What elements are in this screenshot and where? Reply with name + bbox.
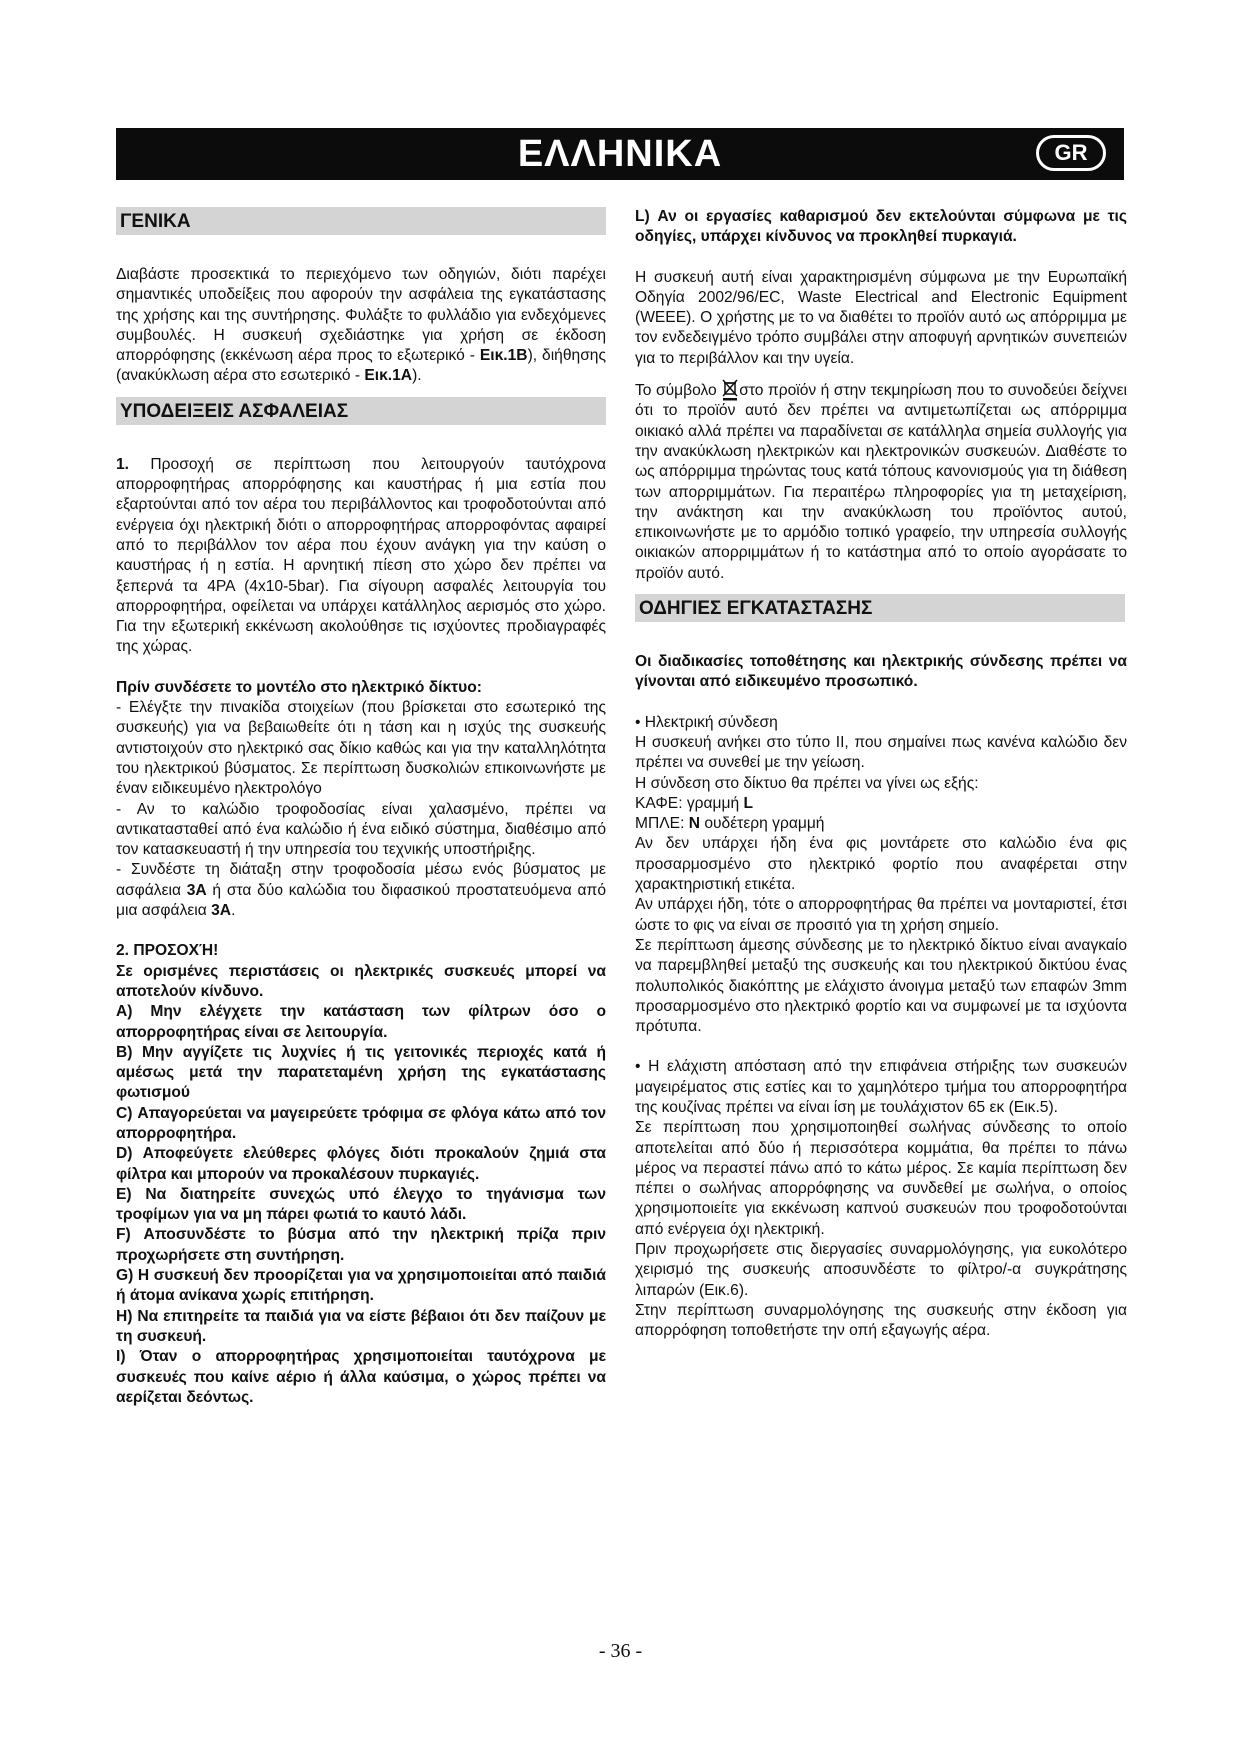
attention-line: I) Όταν ο απορροφητήρας χρησιμοποιείται ταυτόχρονα με συσκευές που καίνε αέριο ή άλλα καύσιμα, ο χώρος πρέπει να αερίζεται δεόντως. <box>116 1348 606 1406</box>
attention-line: G) Η συσκευή δεν προορίζεται για να χρησιμοποιείται από παιδιά ή άτομα ανίκανα χωρίς επιτήρηση. <box>116 1267 606 1305</box>
distance-paragraph-1: • Η ελάχιστη απόσταση από την επιφάνεια στήριξης των συσκευών μαγειρέματος στις εστίες και το χαμηλότερο τμήμα του απορροφητήρα της κουζίνας πρέπει να είναι ίση με τουλάχιστον 65 εκ (Εικ.5). <box>635 1058 1127 1116</box>
electrical-paragraph-4: Αν υπάρχει ήδη, τότε ο απορροφητήρας θα πρέπει να μονταριστεί, έτσι ώστε το φις να είναι σε προσιτό για τη χρήση σημείο. <box>635 896 1127 934</box>
electrical-paragraph-5: Σε περίπτωση άμεσης σύνδεσης με το ηλεκτρικό δίκτυο είναι αναγκαίο να παρεμβληθεί μεταξύ της συσκευής και του ηλεκτρικού δικτύου ένας πολυπολικός διακόπτης με ελάχιστο άνοιγμα μεταξύ των επαφών 3mm προσαρμοσμένο στο ηλεκτρικό φορτίο και να συμφωνεί με τα ισχύοντα πρότυπα. <box>635 936 1127 1036</box>
item-3-text-e: . <box>231 902 236 920</box>
weee-text-a: Το σύμβολο <box>635 382 722 400</box>
distance-paragraph-2: Σε περίπτωση που χρησιμοποιηθεί σωλήνας σύνδεσης το οποίο αποτελείται από δύο ή περισσότερα κομμάτια, θα πρέπει το πάνω μέρος να περαστεί πάνω από το κάτω μέρος. Σε καμία περίπτωση δεν πέπει ο σωλήνας απορρόφησης να συνδεθεί με σωλήνα, ο οποίος χρησιμοποιείτε για εκκένωση καπνού συσκευών που τροφοδοτούνται από ενέργεια όχι ηλεκτρική. <box>635 1119 1127 1238</box>
electrical-paragraph-3: Αν δεν υπάρχει ήδη ένα φις μοντάρετε στο καλώδιο ένα φις προσαρμοσμένο στο ηλεκτρικό φορτίο που αναφέρεται στην χαρακτηριστική ετικέτα. <box>635 835 1127 894</box>
distance-paragraph-3: Πριν προχωρήσετε στις διεργασίες συναρμολόγησης, για ευκολότερο χειρισμό της συσκευής αποσυνδέστε το φίλτρο/-α συγκράτησης λιπαρών (Εικ.6). <box>635 1241 1127 1299</box>
installation-note: Οι διαδικασίες τοποθέτησης και ηλεκτρικής σύνδεσης πρέπει να γίνονται από ειδικευμένο προσωπικό. <box>635 653 1127 691</box>
fuse-rating-1: 3A <box>186 881 207 899</box>
fuse-rating-2: 3A <box>211 902 232 920</box>
weee-paragraph-2 <box>635 379 1127 584</box>
attention-line: Α) Μην ελέγχετε την κατάσταση των φίλτρων όσο ο απορροφητήρας είναι σε λειτουργία. <box>116 1003 606 1041</box>
wire-blue <box>635 814 1127 834</box>
wire-brown-label: ΚΑΦΕ: γραμμή <box>635 794 744 812</box>
intro-text-1: Διαβάστε προσεκτικά το περιεχόμενο των οδηγιών, διότι παρέχει σημαντικές υποδείξεις που αφορούν την ασφάλεια της εγκατάστασης της χρήσης και της συντήρησης. Φυλάξτε το φυλλάδιο για ενδεχόμενες συμβουλές. Η συσκευή σχεδιάστηκε για χρήση σε έκδοση απορρόφησης (εκκένωση αέρα προς το εξωτερικό - <box>116 266 606 365</box>
fig-1b-ref: Εικ.1Β <box>479 347 528 365</box>
attention-line: C) Απαγορεύεται να μαγειρεύετε τρόφιμα σε φλόγα κάτω από τον απορροφητήρα. <box>116 1104 606 1142</box>
fig-1a-ref: Εικ.1Α <box>364 367 413 385</box>
heading-general: ΓΕΝΙΚΑ <box>116 207 606 235</box>
weee-text-b: στο προϊόν ή στην τεκμηρίωση που το συνοδεύει δείχνει ότι το προϊόν αυτό δεν πρέπει να αντιμετωπίζεται ως απόρριμμα οικιακό αλλά πρέπει να παραδίνεται σε κατάλληλα σημεία συλλογής για την ανακύκλωση ηλεκτρικών και ηλεκτρονικών συσκευών. Διαθέστε το ως απόρριμμα τηρώντας τους κατά τόπους κανονισμούς για τη διάθεση των απορριμμάτων. Για περαιτέρω πληροφορίες για τη μεταχείριση, την ανάκτηση και την ανακύκλωση του προϊόντος αυτού, επικοινωνήστε με το αρμόδιο τοπικό γραφείο, την υπηρεσία συλλογής οικιακών απορριμμάτων ή το κατάστημα από το οποίο αγοράσατε το προϊόν αυτό. <box>635 382 1127 582</box>
before-connect-item-1: - Ελέγξτε την πινακίδα στοιχείων (που βρίσκεται στο εσωτερικό της συσκευής) για να βεβαιωθείτε ότι η τάση και η ισχύς της συσκευής αντιστοιχούν στο ηλεκτρικό σας δίκιο καθώς και για την καταλληλότητα του ηλεκτρικού βύσματος. Σε περίπτωση δυσκολιών επικοινωνήστε με έναν ειδικευμένο ηλεκτρολόγο <box>116 699 606 798</box>
electrical-paragraph-2: Η σύνδεση στο δίκτυο θα πρέπει να γίνει ως εξής: <box>635 774 979 792</box>
crossed-bin-icon <box>722 379 738 401</box>
item-3-text-c: ή στα δύο καλώδια του διφασικού προστατευόμενα από μια ασφάλεια <box>116 881 606 920</box>
wire-blue-desc: ουδέτερη γραμμή <box>700 815 825 833</box>
safety-point-1-number: 1. <box>116 455 130 473</box>
weee-paragraph-1: Η συσκευή αυτή είναι χαρακτηρισμένη σύμφωνα με την Ευρωπαϊκή Οδηγία 2002/96/EC, Waste Electrical and Electronic Equipment (WEEE). Ο χρήστης με το να διαθέτει το προϊόν αυτό ως απόρριμμα με τον ενδεδειγμένο τρόπο συμβάλει στην αποφυγή αρνητικών συνεπειών για το περιβάλλον και την υγεία. <box>635 268 1127 367</box>
heading-safety: ΥΠΟΔΕΙΞΕΙΣ ΑΣΦΑΛΕΙΑΣ <box>116 397 606 425</box>
attention-line: D) Αποφεύγετε ελεύθερες φλόγες διότι προκαλούν ζημιά στα φίλτρα και μπορούν να προκαλέσουν πυρκαγιές. <box>116 1145 606 1183</box>
wire-brown-code: L <box>743 794 754 812</box>
intro-text-2: ), διήθησης (ανακύκλωση αέρα στο εσωτερικό - <box>116 347 606 385</box>
wire-blue-label: ΜΠΛΕ: <box>635 815 689 833</box>
intro-text-3: ). <box>412 367 422 385</box>
intro-paragraph <box>116 265 606 387</box>
attention-title: 2. ΠΡΟΣΟΧΉ! <box>116 942 219 960</box>
left-column <box>116 207 606 1408</box>
attention-line: E) Να διατηρείτε συνεχώς υπό έλεγχο το τηγάνισμα των τροφίμων για να μη πάρει φωτιά το καυτό λάδι. <box>116 1185 606 1224</box>
item-3-text-a: - Συνδέστε τη διάταξη στην τροφοδοσία μέσω ενός βύσματος με ασφάλεια <box>116 861 606 899</box>
electrical-connection-title: • Ηλεκτρική σύνδεση <box>635 713 778 731</box>
attention-line: F) Αποσυνδέστε το βύσμα από την ηλεκτρική πρίζα πριν προχωρήσετε στη συντήρηση. <box>116 1226 606 1264</box>
before-connect-title: Πρίν συνδέσετε το μοντέλο στο ηλεκτρικό δίκτυο: <box>116 678 482 696</box>
electrical-paragraph-1: Η συσκευή ανήκει στο τύπο ΙΙ, που σημαίνει πως κανένα καλώδιο δεν πρέπει να συνεθεί με την γείωση. <box>635 733 1127 772</box>
before-connect-item-2: - Αν το καλώδιο τροφοδοσίας είναι χαλασμένο, πρέπει να αντικατασταθεί από ένα καλώδιο ή ένα ειδικό σύστημα, διαθέσιμο από τον κατασκευαστή ή την υπηρεσία του τεχνικής υποστήριξης. <box>116 800 606 859</box>
attention-line: Β) Μην αγγίζετε τις λυχνίες ή τις γειτονικές περιοχές κατά ή αμέσως μετά την παρατεταμένη χρήση της εγκατάστασης φωτισμού <box>116 1043 606 1102</box>
page-number: - 36 - <box>598 1640 643 1662</box>
attention-line: H) Να επιτηρείτε τα παιδιά για να είστε βέβαιοι ότι δεν παίζουν με τη συσκευή. <box>116 1307 606 1345</box>
right-column <box>635 207 1127 1342</box>
safety-point-1 <box>116 455 606 658</box>
heading-installation: ΟΔΗΓΙΕΣ ΕΓΚΑΤΑΣΤΑΣΗΣ <box>635 594 1125 622</box>
distance-paragraph-4: Στην περίπτωση συναρμολόγησης της συσκευής στην έκδοση για απορρόφηση τοποθετήστε την οπή εξαγωγής αέρα. <box>635 1301 1127 1340</box>
wire-blue-code: N <box>688 815 700 833</box>
attention-line-l: L) Αν οι εργασίες καθαρισμού δεν εκτελούνται σύμφωνα με τις οδηγίες, υπάρχει κίνδυνος να προκληθεί πυρκαγιά. <box>635 208 1127 246</box>
wire-brown <box>635 794 1127 814</box>
safety-point-1-text: Προσοχή σε περίπτωση που λειτουργούν ταυτόχρονα απορροφητήρας απορρόφησης και καυστήρας ή μια εστία που εξαρτούνται από τον αέρα του περιβάλλοντος και τροφοδοτούνται από ενέργεια όχι ηλεκτρική διότι ο απορροφητήρας απορροφόντας αφαιρεί από το περιβάλλον τον αέρα που έχουν ανάγκη για την καύση ο καυστήρας ή η εστία. Η αρνητική πίεση στο χώρο δεν πρέπει να ξεπερνά τα 4PA (4x10-5bar). Για σίγουρη ασφαλές λειτουργία του απορροφητήρα, οφείλεται να υπάρχει κατάλληλος αερισμός στο χώρο. Για την εξωτερική εκκένωση ακολούθησε τις ισχύοντες προδιαγραφές της χώρας. <box>116 455 606 656</box>
language-banner <box>116 128 1124 180</box>
before-connect-item-3 <box>116 860 606 921</box>
attention-line: Σε ορισμένες περιστάσεις οι ηλεκτρικές συσκευές μπορεί να αποτελούν κίνδυνο. <box>116 962 606 1000</box>
country-badge: GR <box>1036 135 1106 171</box>
language-title: ΕΛΛΗΝΙΚΑ <box>517 133 723 175</box>
